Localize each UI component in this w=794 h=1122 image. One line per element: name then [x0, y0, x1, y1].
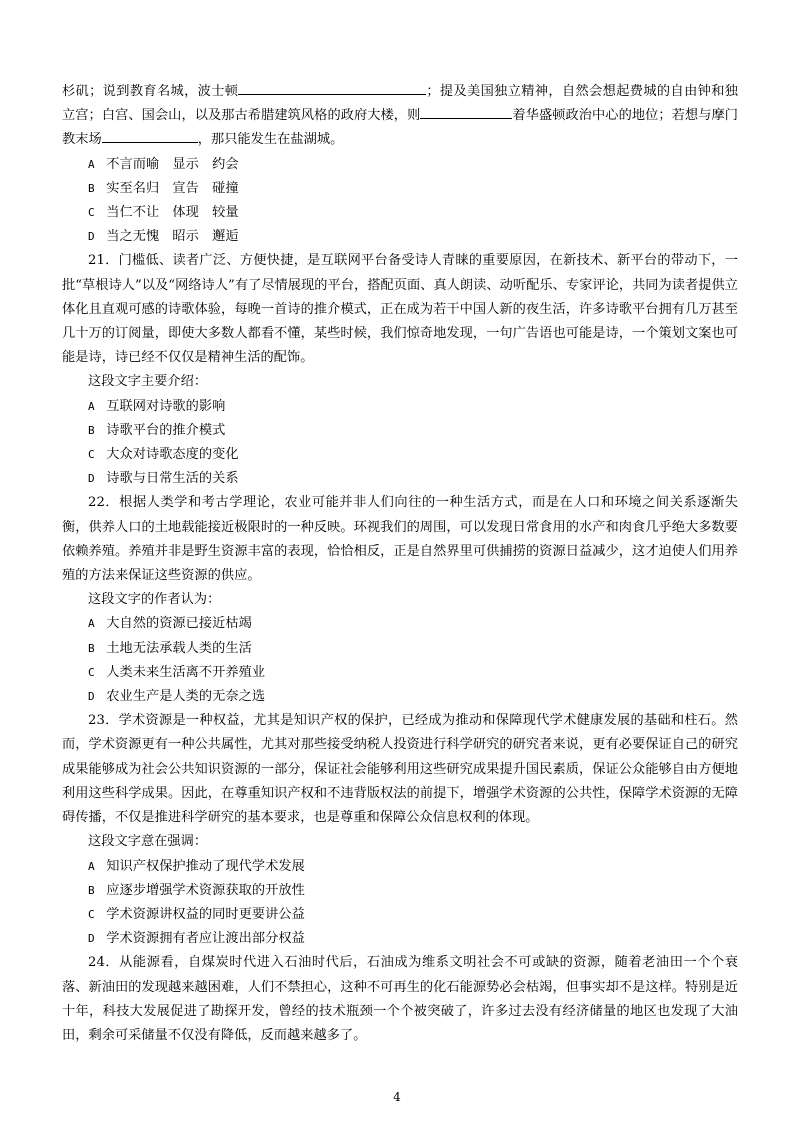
- q22-passage: 22．根据人类学和考古学理论，农业可能并非人们向往的一种生活方式，而是在人口和环境之间关系逐渐失衡，供养人口的土地载能接近极限时的一种反映。环视我们的周围，可以发现日常食用的水产和肉食几乎绝大多数要依赖养殖。养殖并非是野生资源丰富的表现，恰恰相反，正是自然界里可供捕捞的资源日益减少，这才迫使人们用养殖的方法来保证这些资源的供应。: [62, 495, 738, 584]
- fill-blank-1: [238, 80, 426, 95]
- q21-option-a: A 互联网对诗歌的影响: [88, 398, 226, 414]
- q22-option-c: C 人类未来生活离不开养殖业: [88, 664, 266, 680]
- q21-option-c: C 大众对诗歌态度的变化: [88, 447, 239, 463]
- q23-passage: 23．学术资源是一种权益，尤其是知识产权的保护，已经成为推动和保障现代学术健康发展的基础和柱石。然而，学术资源更有一种公共属性，尤其对那些接受纳税人投资进行科学研究的研究者来说，更有必要保证自己的研究成果能够成为社会公共知识资源的一部分，保证社会能够利用这些研究成果提升国民素质，保证公众能够自由方便地利用这些科学成果。因此，在尊重知识产权和不违背版权法的前提下，增强学术资源的公共性，保障学术资源的无障碍传播，不仅是推进科学研究的基本要求，也是尊重和保障公众信息权利的体现。: [62, 713, 738, 826]
- fill-blank-3: [102, 128, 198, 143]
- q23-option-a: A 知识产权保护推动了现代学术发展: [88, 858, 305, 874]
- q23-option-b: B 应逐步增强学术资源获取的开放性: [88, 882, 305, 898]
- q23-option-d: D 学术资源拥有者应让渡出部分权益: [88, 931, 305, 947]
- q21-option-d: D 诗歌与日常生活的关系: [88, 471, 239, 487]
- q22-option-a: A 大自然的资源已接近枯竭: [88, 616, 252, 632]
- q22-option-d: D 农业生产是人类的无奈之选: [88, 689, 266, 705]
- document-page: [62, 80, 738, 1048]
- q22-question: 这段文字的作者认为：: [88, 592, 221, 608]
- q20-continued-passage: 杉矶；说到教育名城，波士顿 ；提及美国独立精神，自然会想起费城的自由钟和独立宫；白宫、国会山，以及那古希腊建筑风格的政府大楼，则 着华盛顿政治中心的地位；若想与摩门教末场 ，那只能发生在盐湖城。: [62, 80, 738, 153]
- q21-passage: 21．门槛低、读者广泛、方便快捷，是互联网平台备受诗人青睐的重要原因，在新技术、新平台的带动下，一批“草根诗人”以及“网络诗人”有了尽情展现的平台，搭配页面、真人朗读、动听配乐、专家评论，共同为读者提供立体化且直观可感的诗歌体验，每晚一首诗的推介模式，正在成为若干中国人新的夜生活，许多诗歌平台拥有几万甚至几十万的订阅量，即使大多数人都看不懂，某些时候，我们惊奇地发现，一句广告语也可能是诗，一个策划文案也可能是诗，诗已经不仅仅是精神生活的配饰。: [62, 253, 738, 366]
- q24-passage: 24．从能源看，自煤炭时代进入石油时代后，石油成为维系文明社会不可或缺的资源，随着老油田一个个衰落、新油田的发现越来越困难，人们不禁担心，这种不可再生的化石能源势必会枯竭，但事实却不是这样。特别是近十年，科技大发展促进了勘探开发，曾经的技术瓶颈一个个被突破了，许多过去没有经济储量的地区也发现了大油田，剩余可采储量不仅没有降低，反而越来越多了。: [62, 955, 738, 1043]
- q22-option-b: B 土地无法承载人类的生活: [88, 640, 252, 656]
- q20-option-c: C 当仁不让 体现 较量: [88, 205, 239, 221]
- q21-question: 这段文字主要介绍：: [88, 374, 208, 390]
- q23-question: 这段文字意在强调：: [88, 834, 208, 850]
- q23-option-c: C 学术资源讲权益的同时更要讲公益: [88, 906, 305, 922]
- q20-option-b: B 实至名归 宣告 碰撞: [88, 180, 239, 196]
- q20-option-d: D 当之无愧 昭示 邂逅: [88, 229, 239, 245]
- page-number: 4: [393, 1090, 401, 1104]
- q20-option-a: A 不言而喻 显示 约会: [88, 156, 239, 172]
- fill-blank-2: [420, 104, 512, 119]
- q21-option-b: B 诗歌平台的推介模式: [88, 422, 226, 438]
